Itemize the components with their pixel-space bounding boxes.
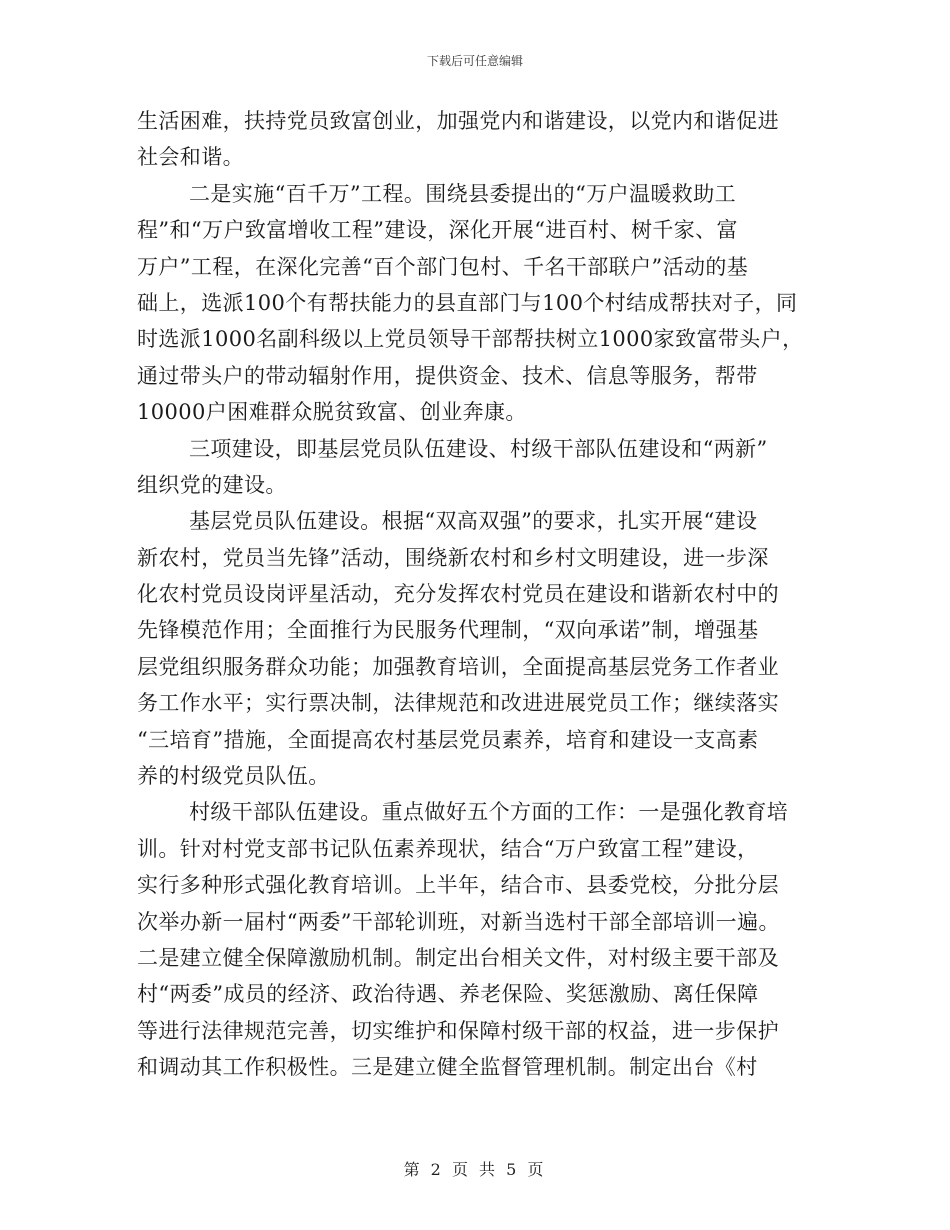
text-line: 和调动其工作积极性。三是建立健全监督管理机制。制定出台《村 bbox=[137, 1055, 758, 1080]
text-line: 次举办新一届村“两委”干部轮训班，对新当选村干部全部培训一遍。 bbox=[137, 909, 780, 934]
paragraph bbox=[137, 103, 813, 176]
text-line: 先锋模范作用；全面推行为民服务代理制，“双向承诺”制，增强基 bbox=[137, 618, 759, 643]
text-line: 新农村，党员当先锋”活动，围绕新农村和乡村文明建设，进一步深 bbox=[137, 545, 769, 570]
paragraph bbox=[137, 176, 813, 431]
text-line: 村级干部队伍建设。重点做好五个方面的工作：一是强化教育培 bbox=[189, 800, 789, 825]
text-line: 训。针对村党支部书记队伍素养现状，结合“万户致富工程”建设， bbox=[137, 836, 759, 861]
text-line: 万户”工程，在深化完善“百个部门包村、千名干部联户”活动的基 bbox=[137, 254, 749, 279]
text-line: 二是建立健全保障激励机制。制定出台相关文件，对村级主要干部及 bbox=[137, 945, 779, 970]
text-line: 10000户困难群众脱贫致富、创业奔康。 bbox=[137, 400, 527, 425]
text-line: 基层党员队伍建设。根据“双高双强”的要求，扎实开展“建设 bbox=[189, 509, 758, 534]
page-header-note: 下载后可任意编辑 bbox=[426, 54, 523, 68]
text-line: 层党组织服务群众功能；加强教育培训，全面提高基层党务工作者业 bbox=[137, 654, 779, 679]
paragraph bbox=[137, 794, 813, 1085]
paragraph bbox=[137, 431, 813, 504]
text-line: 通过带头户的带动辐射作用，提供资金、技术、信息等服务，帮带 bbox=[137, 363, 758, 388]
document-body bbox=[137, 103, 813, 1086]
text-line: 生活困难，扶持党员致富创业，加强党内和谐建设，以党内和谐促进 bbox=[137, 109, 779, 133]
text-line: 实行多种形式强化教育培训。上半年，结合市、县委党校，分批分层 bbox=[137, 873, 779, 898]
text-line: 三项建设，即基层党员队伍建设、村级干部队伍建设和“两新” bbox=[189, 436, 768, 461]
paragraph bbox=[137, 503, 813, 794]
text-line: 务工作水平；实行票决制，法律规范和改进进展党员工作；继续落实 bbox=[137, 691, 779, 716]
text-line: 社会和谐。 bbox=[137, 145, 244, 170]
text-line: 化农村党员设岗评星活动，充分发挥农村党员在建设和谐新农村中的 bbox=[137, 582, 779, 607]
text-line: “三培育”措施，全面提高农村基层党员素养，培育和建设一支高素 bbox=[137, 727, 759, 752]
text-line: 时选派1000名副科级以上党员领导干部帮扶树立1000家致富带头户， bbox=[137, 327, 804, 352]
text-line: 村“两委”成员的经济、政治待遇、养老保险、奖惩激励、离任保障 bbox=[137, 982, 759, 1007]
text-line: 程”和“万户致富增收工程”建设，深化开展“进百村、树千家、富 bbox=[137, 218, 738, 243]
text-line: 等进行法律规范完善，切实维护和保障村级干部的权益，进一步保护 bbox=[137, 1018, 779, 1043]
text-line: 养的村级党员队伍。 bbox=[137, 764, 330, 789]
text-line: 础上，选派100个有帮扶能力的县直部门与100个村结成帮扶对子，同 bbox=[137, 290, 798, 315]
text-line: 组织党的建设。 bbox=[137, 472, 287, 497]
text-line: 二是实施“百千万”工程。围绕县委提出的“万户温暖救助工 bbox=[189, 181, 737, 206]
page-number: 第 2 页 共 5 页 bbox=[403, 1160, 547, 1179]
